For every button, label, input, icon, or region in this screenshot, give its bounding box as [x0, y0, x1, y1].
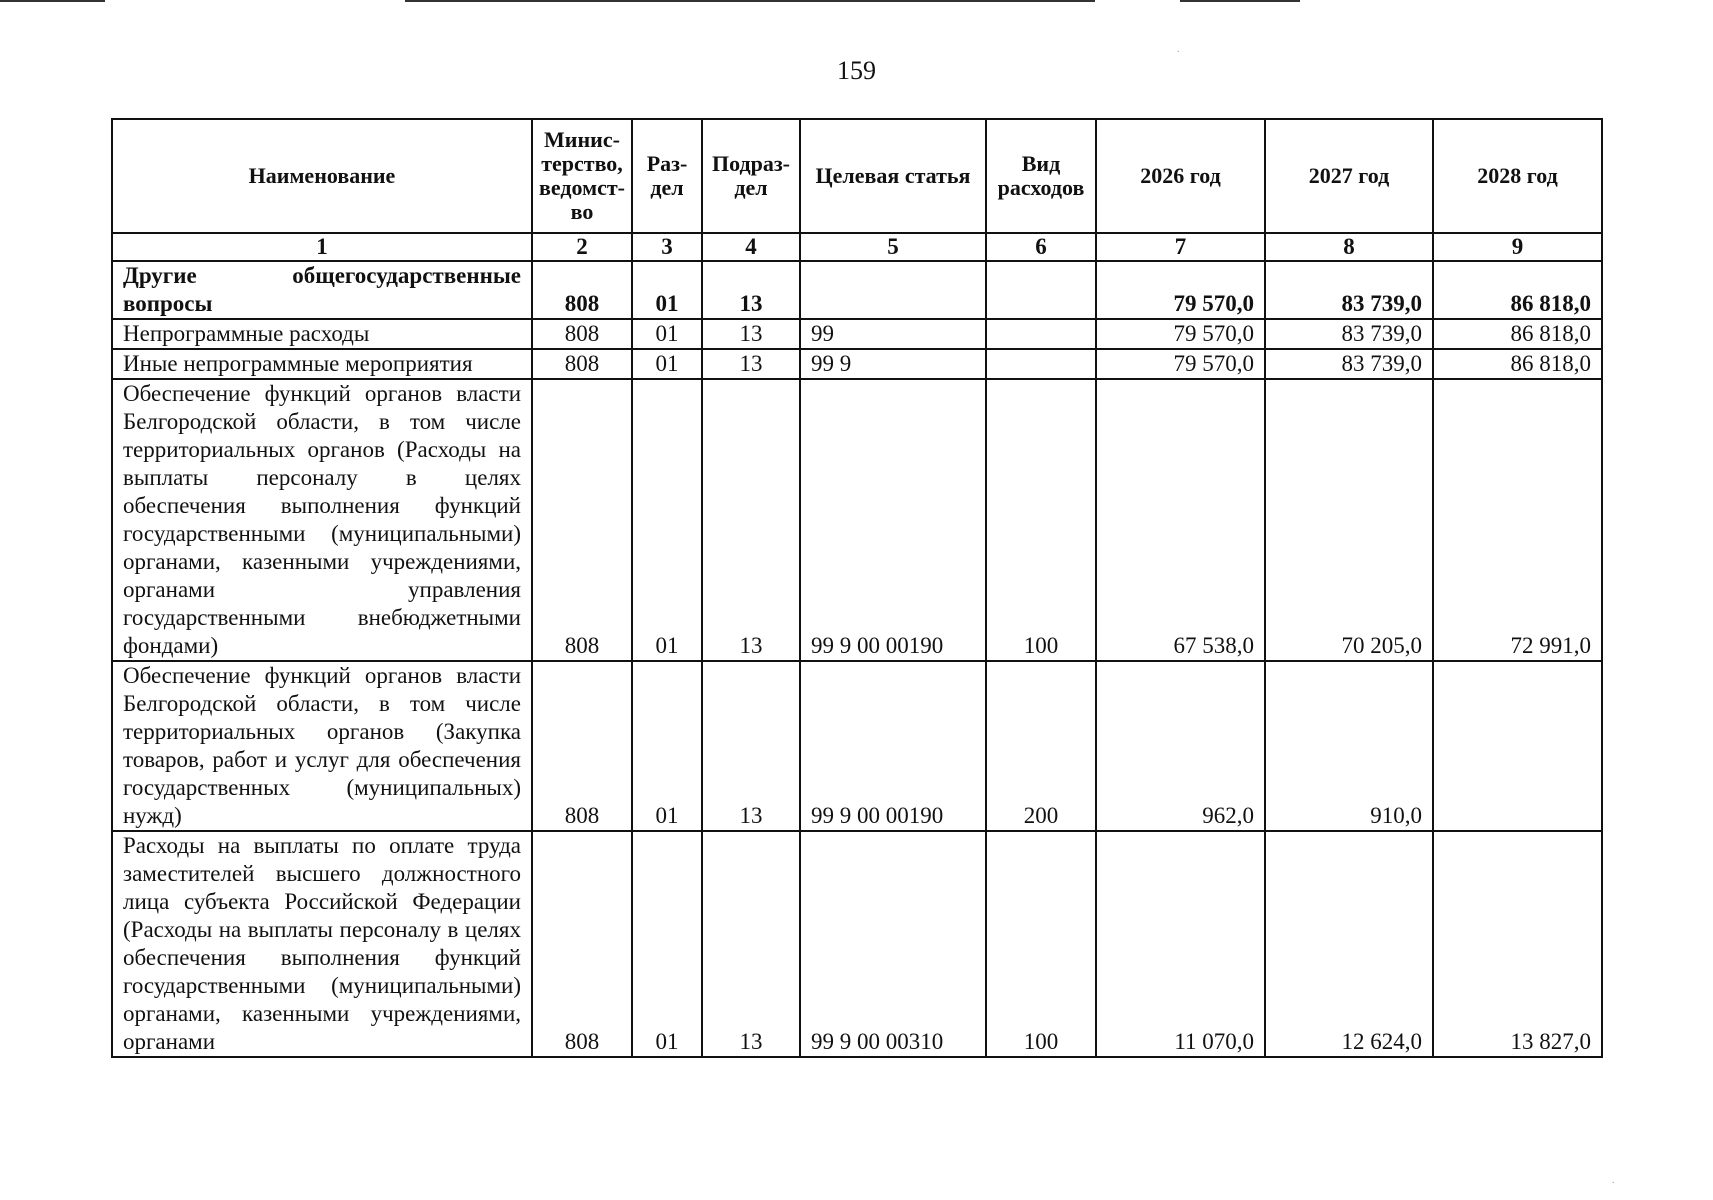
row-2028: 86 818,0 — [1433, 349, 1602, 379]
table-row — [112, 349, 1602, 379]
row-2028: 86 818,0 — [1433, 261, 1602, 319]
header-subsection: Подраз-дел — [702, 119, 800, 233]
scan-speck: . — [1177, 44, 1180, 55]
row-subsection: 13 — [702, 661, 800, 831]
budget-table — [111, 118, 1603, 1058]
header-row — [112, 119, 1602, 233]
row-2027: 83 739,0 — [1265, 319, 1433, 349]
table-row — [112, 661, 1602, 831]
table-row — [112, 379, 1602, 661]
header-section: Раз-дел — [632, 119, 702, 233]
row-expense-type: 100 — [986, 379, 1096, 661]
row-name: Иные непрограммные мероприятия — [112, 349, 532, 379]
column-number: 4 — [702, 233, 800, 261]
header-2028: 2028 год — [1433, 119, 1602, 233]
row-2028 — [1433, 661, 1602, 831]
column-number: 8 — [1265, 233, 1433, 261]
row-2026: 11 070,0 — [1096, 831, 1265, 1057]
row-subsection: 13 — [702, 261, 800, 319]
row-2027: 83 739,0 — [1265, 349, 1433, 379]
row-ministry: 808 — [532, 379, 632, 661]
row-ministry: 808 — [532, 261, 632, 319]
row-2028: 72 991,0 — [1433, 379, 1602, 661]
scan-edge-line — [405, 0, 1095, 2]
column-number: 1 — [112, 233, 532, 261]
column-number: 7 — [1096, 233, 1265, 261]
scan-edge-line — [1180, 0, 1300, 2]
table-row — [112, 319, 1602, 349]
row-expense-type: 100 — [986, 831, 1096, 1057]
row-2026: 67 538,0 — [1096, 379, 1265, 661]
scan-edge-line — [0, 0, 105, 2]
row-subsection: 13 — [702, 349, 800, 379]
row-subsection: 13 — [702, 319, 800, 349]
row-subsection: 13 — [702, 831, 800, 1057]
row-2028: 13 827,0 — [1433, 831, 1602, 1057]
table-row — [112, 831, 1602, 1057]
row-name: Обеспечение функций органов власти Белгородской области, в том числе территориальных органов (Расходы на выплаты персоналу в целях обеспечения выполнения функций государственными (муниципальными) органами, казенными учреждениями, органами управления государственными внебюджетными фондами) — [112, 379, 532, 661]
header-ministry: Минис-терство, ведомст-во — [532, 119, 632, 233]
header-expense-type: Вид расходов — [986, 119, 1096, 233]
row-2028: 86 818,0 — [1433, 319, 1602, 349]
column-number: 6 — [986, 233, 1096, 261]
row-section: 01 — [632, 319, 702, 349]
row-name: Другие общегосударственные вопросы — [112, 261, 532, 319]
header-target: Целевая статья — [800, 119, 986, 233]
header-2027: 2027 год — [1265, 119, 1433, 233]
row-2027: 910,0 — [1265, 661, 1433, 831]
row-section: 01 — [632, 379, 702, 661]
row-section: 01 — [632, 661, 702, 831]
row-section: 01 — [632, 349, 702, 379]
row-2027: 12 624,0 — [1265, 831, 1433, 1057]
row-ministry: 808 — [532, 349, 632, 379]
row-expense-type — [986, 319, 1096, 349]
scan-speck: . — [1612, 1175, 1615, 1186]
page-number: 159 — [837, 56, 876, 85]
row-expense-type — [986, 261, 1096, 319]
row-section: 01 — [632, 261, 702, 319]
row-2026: 79 570,0 — [1096, 349, 1265, 379]
row-2026: 79 570,0 — [1096, 319, 1265, 349]
column-number-row — [112, 233, 1602, 261]
row-ministry: 808 — [532, 661, 632, 831]
row-section: 01 — [632, 831, 702, 1057]
row-expense-type — [986, 349, 1096, 379]
column-number: 3 — [632, 233, 702, 261]
row-target: 99 9 00 00190 — [800, 661, 986, 831]
row-expense-type: 200 — [986, 661, 1096, 831]
row-target: 99 9 00 00310 — [800, 831, 986, 1057]
header-2026: 2026 год — [1096, 119, 1265, 233]
row-target — [800, 261, 986, 319]
row-target: 99 9 — [800, 349, 986, 379]
row-ministry: 808 — [532, 831, 632, 1057]
row-2027: 70 205,0 — [1265, 379, 1433, 661]
column-number: 2 — [532, 233, 632, 261]
row-name: Расходы на выплаты по оплате труда заместителей высшего должностного лица субъекта Российской Федерации (Расходы на выплаты персоналу в целях обеспечения выполнения функций государственными (муниципальными) органами, казенными учреждениями, органами — [112, 831, 532, 1057]
row-target: 99 — [800, 319, 986, 349]
column-number: 5 — [800, 233, 986, 261]
row-2027: 83 739,0 — [1265, 261, 1433, 319]
row-2026: 79 570,0 — [1096, 261, 1265, 319]
row-name: Обеспечение функций органов власти Белгородской области, в том числе территориальных органов (Закупка товаров, работ и услуг для обеспечения государственных (муниципальных) нужд) — [112, 661, 532, 831]
table-row — [112, 261, 1602, 319]
row-2026: 962,0 — [1096, 661, 1265, 831]
row-target: 99 9 00 00190 — [800, 379, 986, 661]
header-name: Наименование — [112, 119, 532, 233]
column-number: 9 — [1433, 233, 1602, 261]
row-subsection: 13 — [702, 379, 800, 661]
row-ministry: 808 — [532, 319, 632, 349]
row-name: Непрограммные расходы — [112, 319, 532, 349]
